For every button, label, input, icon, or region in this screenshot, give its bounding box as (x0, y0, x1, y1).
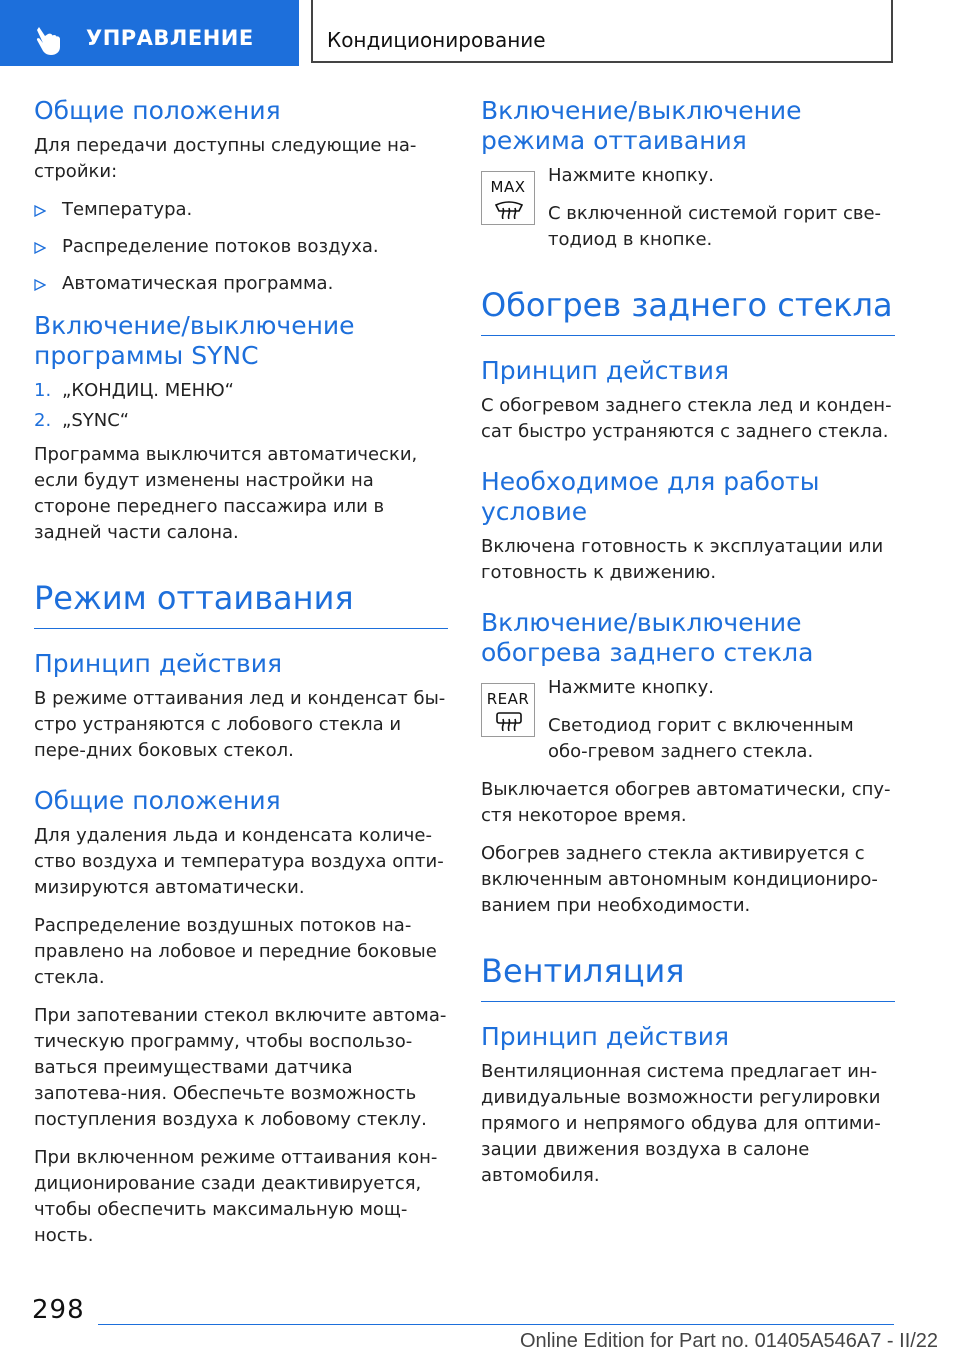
list-item-text: Автоматическая программа. (62, 273, 334, 294)
settings-list (34, 197, 448, 297)
triangle-bullet-icon (34, 205, 46, 217)
list-item-text: Распределение потоков воздуха. (62, 236, 379, 257)
section-label: УПРАВЛЕНИЕ (86, 26, 254, 50)
left-column (34, 96, 448, 1261)
sync-steps (34, 378, 448, 434)
sync-heading: Включение/выключение программы SYNC (34, 311, 355, 370)
section-tab (0, 0, 299, 66)
chapter-title: Кондиционирование (327, 28, 546, 52)
step-text: „КОНДИЦ. МЕНЮ“ (62, 380, 234, 401)
defrost-paragraph: Для удаления льда и конденсата количе-ство воздуха и температура воздуха опти-мизируются автоматически. (34, 825, 444, 898)
defrost-title: Режим оттаивания (34, 578, 448, 629)
max-button-caption: MAX (490, 178, 526, 196)
footer-rule (98, 1324, 894, 1325)
rear-led-text: Светодиод горит с включенным обо-гревом заднего стекла. (548, 715, 854, 762)
list-item-text: Температура. (62, 199, 193, 220)
general-heading: Общие положения (34, 96, 281, 125)
rear-auto-on-text: Обогрев заднего стекла активируется с включенным автономным кондициониро-ванием при необходимости. (481, 843, 878, 916)
rear-condition-text: Включена готовность к эксплуатации или готовность к движению. (481, 536, 884, 583)
rear-toggle-heading: Включение/выключение обогрева заднего стекла (481, 608, 814, 667)
list-item (34, 271, 448, 297)
general-intro: Для передачи доступны следующие на-стройки: (34, 135, 417, 182)
defrost-general-heading: Общие положения (34, 786, 281, 815)
windshield-heat-icon (494, 199, 524, 219)
page-number: 298 (32, 1295, 85, 1325)
sync-note: Программа выключится автоматически, если будут изменены настройки на стороне переднего пассажира или в задней части салона. (34, 444, 418, 543)
rear-auto-off-text: Выключается обогрев автоматически, спу-стя некоторое время. (481, 779, 891, 826)
rear-window-title: Обогрев заднего стекла (481, 285, 895, 336)
rear-condition-heading: Необходимое для работы условие (481, 467, 820, 526)
defrost-paragraph: При запотевании стекол включите автома-тическую программу, чтобы воспользо-ваться преимуществами датчика запотева-ния. Обеспечьте возможность поступления воздуха к лобовому стеклу. (34, 1005, 447, 1130)
triangle-bullet-icon (34, 279, 46, 291)
ventilation-principle-text: Вентиляционная система предлагает ин-дивидуальные возможности регулировки прямого и непрямого обдува для оптими-зации движения воздуха в салоне автомобиля. (481, 1061, 881, 1186)
step-text: „SYNC“ (62, 410, 130, 431)
list-item (34, 197, 448, 223)
rear-heat-button (481, 683, 535, 737)
defrost-paragraph: Распределение воздушных потоков на-правлено на лобовое и передние боковые стекла. (34, 915, 437, 988)
defrost-principle-text: В режиме оттаивания лед и конденсат бы-стро устраняются с лобового стекла и пере-дних боковых стекол. (34, 688, 446, 761)
rear-press-text: Нажмите кнопку. (548, 677, 715, 698)
rear-principle-text: С обогревом заднего стекла лед и конден-сат быстро устраняются с заднего стекла. (481, 395, 892, 442)
max-button-row (481, 163, 895, 253)
defrost-paragraph: При включенном режиме оттаивания кон-диционирование сзади деактивируется, чтобы обеспечить максимальную мощ-ность. (34, 1147, 438, 1246)
defrost-principle-heading: Принцип действия (34, 649, 283, 678)
chapter-title-box (311, 0, 893, 63)
right-column (481, 96, 895, 1201)
rear-button-row (481, 675, 895, 765)
ventilation-principle-heading: Принцип действия (481, 1022, 730, 1051)
max-led-text: С включенной системой горит све-тодиод в кнопке. (548, 203, 882, 250)
rear-button-caption: REAR (486, 690, 530, 708)
max-press-text: Нажмите кнопку. (548, 165, 715, 186)
rear-principle-heading: Принцип действия (481, 356, 730, 385)
ventilation-title: Вентиляция (481, 951, 895, 1002)
step-item (34, 378, 448, 404)
step-number: 1. (34, 380, 52, 401)
defrost-toggle-heading: Включение/выключение режима оттаивания (481, 96, 802, 155)
pointing-hand-icon (34, 25, 66, 57)
triangle-bullet-icon (34, 242, 46, 254)
rear-window-heat-icon (494, 711, 524, 731)
step-item (34, 408, 448, 434)
edition-line: Online Edition for Part no. 01405A546A7 - II/22 (520, 1330, 939, 1352)
list-item (34, 234, 448, 260)
max-defrost-button (481, 171, 535, 225)
step-number: 2. (34, 410, 52, 431)
